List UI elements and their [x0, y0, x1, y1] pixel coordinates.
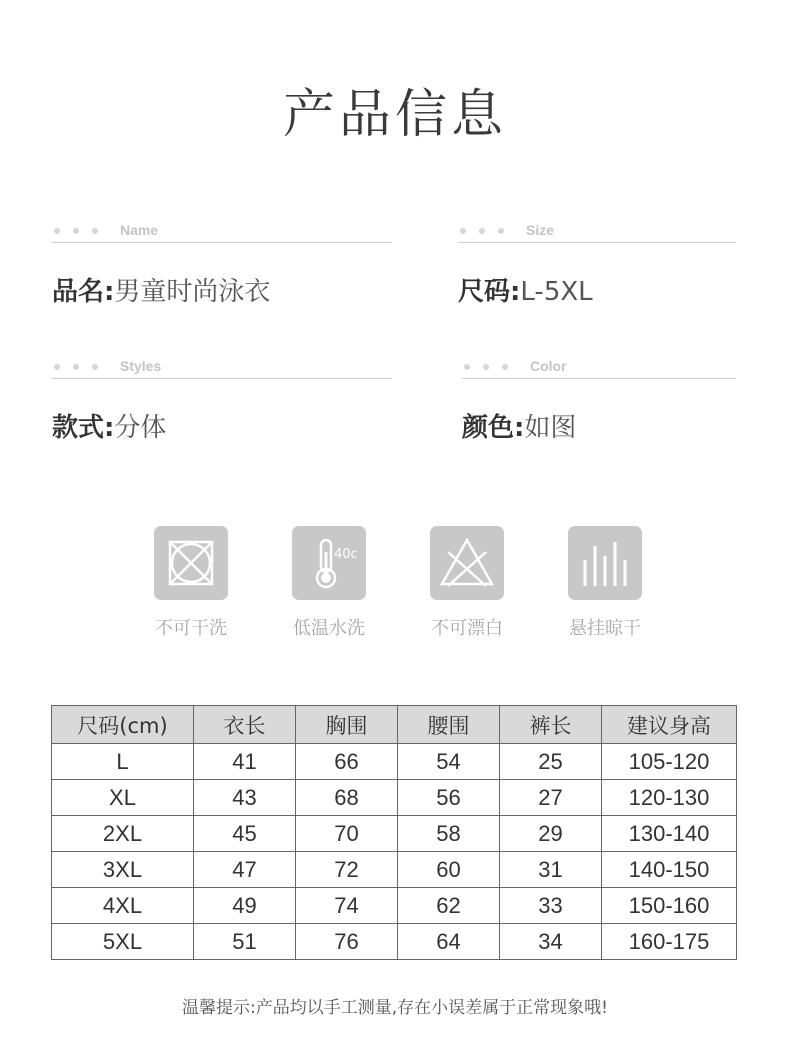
care-label-no-bleach: 不可漂白 [431, 618, 503, 639]
table-cell: 68 [296, 780, 398, 816]
table-header-row [52, 706, 737, 744]
table-row [52, 852, 737, 888]
field-name-key: 品名: [52, 277, 115, 307]
table-cell: 47 [194, 852, 296, 888]
table-header-cell: 裤长 [500, 706, 602, 744]
field-name-en-label: Name [120, 222, 159, 238]
field-color-value: 如图 [524, 413, 577, 443]
table-cell: 76 [296, 924, 398, 960]
table-cell: 5XL [52, 924, 194, 960]
table-cell: 120-130 [602, 780, 737, 816]
care-item-no-bleach [414, 526, 520, 640]
no-bleach-icon [430, 526, 504, 600]
care-label-no-dry-clean: 不可干洗 [155, 618, 227, 639]
field-name-value: 男童时尚泳衣 [114, 277, 271, 307]
table-cell: 58 [398, 816, 500, 852]
table-row [52, 744, 737, 780]
table-cell: 62 [398, 888, 500, 924]
hang-dry-icon [568, 526, 642, 600]
table-cell: 3XL [52, 852, 194, 888]
table-cell: 29 [500, 816, 602, 852]
field-styles-en-label: Styles [120, 358, 162, 374]
table-cell: 31 [500, 852, 602, 888]
table-header-cell: 胸围 [296, 706, 398, 744]
table-row [52, 924, 737, 960]
size-table [51, 705, 737, 960]
dots-icon [54, 228, 98, 234]
table-cell: 27 [500, 780, 602, 816]
care-instructions [138, 526, 658, 640]
wash-40c-icon [292, 526, 366, 600]
dots-icon [54, 364, 98, 370]
no-dry-clean-icon [154, 526, 228, 600]
table-cell: 70 [296, 816, 398, 852]
field-styles [52, 356, 392, 444]
table-cell: 45 [194, 816, 296, 852]
field-size-value: L-5XL [520, 277, 593, 307]
table-cell: 41 [194, 744, 296, 780]
care-label-hang-dry: 悬挂晾干 [569, 618, 641, 639]
care-label-wash-40c: 低温水洗 [293, 618, 365, 639]
table-cell: 51 [194, 924, 296, 960]
field-styles-key: 款式: [52, 413, 115, 443]
table-cell: 66 [296, 744, 398, 780]
table-cell: 74 [296, 888, 398, 924]
table-cell: 43 [194, 780, 296, 816]
dots-icon [464, 364, 508, 370]
table-cell: 4XL [52, 888, 194, 924]
field-styles-header [52, 356, 392, 379]
field-size-value-line [458, 271, 736, 308]
table-cell: L [52, 744, 194, 780]
table-header-cell: 尺码(cm) [52, 706, 194, 744]
table-cell: 54 [398, 744, 500, 780]
field-styles-value-line [52, 407, 392, 444]
table-cell: 2XL [52, 816, 194, 852]
table-cell: 60 [398, 852, 500, 888]
table-header-cell: 建议身高 [602, 706, 737, 744]
table-cell: 105-120 [602, 744, 737, 780]
field-size-en-label: Size [526, 222, 555, 238]
field-color-key: 颜色: [462, 413, 525, 443]
table-header-cell: 腰围 [398, 706, 500, 744]
field-color-en-label: Color [530, 358, 567, 374]
table-cell: 160-175 [602, 924, 737, 960]
svg-text:40c: 40c [334, 547, 358, 562]
table-cell: 130-140 [602, 816, 737, 852]
field-color-value-line [462, 407, 736, 444]
table-cell: 140-150 [602, 852, 737, 888]
table-row [52, 888, 737, 924]
measurement-note: 温馨提示:产品均以手工测量,存在小误差属于正常现象哦! [182, 998, 608, 1018]
table-cell: 25 [500, 744, 602, 780]
table-cell: 49 [194, 888, 296, 924]
table-header-cell: 衣长 [194, 706, 296, 744]
table-cell: 34 [500, 924, 602, 960]
table-cell: 33 [500, 888, 602, 924]
care-item-hang-dry [552, 526, 658, 640]
field-size [458, 220, 736, 308]
table-cell: 150-160 [602, 888, 737, 924]
table-row [52, 780, 737, 816]
field-color [462, 356, 736, 444]
field-size-header [458, 220, 736, 243]
table-row [52, 816, 737, 852]
field-styles-value: 分体 [114, 413, 167, 443]
field-name-value-line [52, 271, 392, 308]
field-size-key: 尺码: [458, 277, 521, 307]
table-cell: 72 [296, 852, 398, 888]
care-item-wash-40c [276, 526, 382, 640]
field-name-header [52, 220, 392, 243]
table-cell: 64 [398, 924, 500, 960]
care-item-no-dry-clean [138, 526, 244, 640]
dots-icon [460, 228, 504, 234]
page-title: 产品信息 [282, 85, 507, 145]
field-color-header [462, 356, 736, 379]
field-name [52, 220, 392, 308]
table-cell: XL [52, 780, 194, 816]
table-cell: 56 [398, 780, 500, 816]
